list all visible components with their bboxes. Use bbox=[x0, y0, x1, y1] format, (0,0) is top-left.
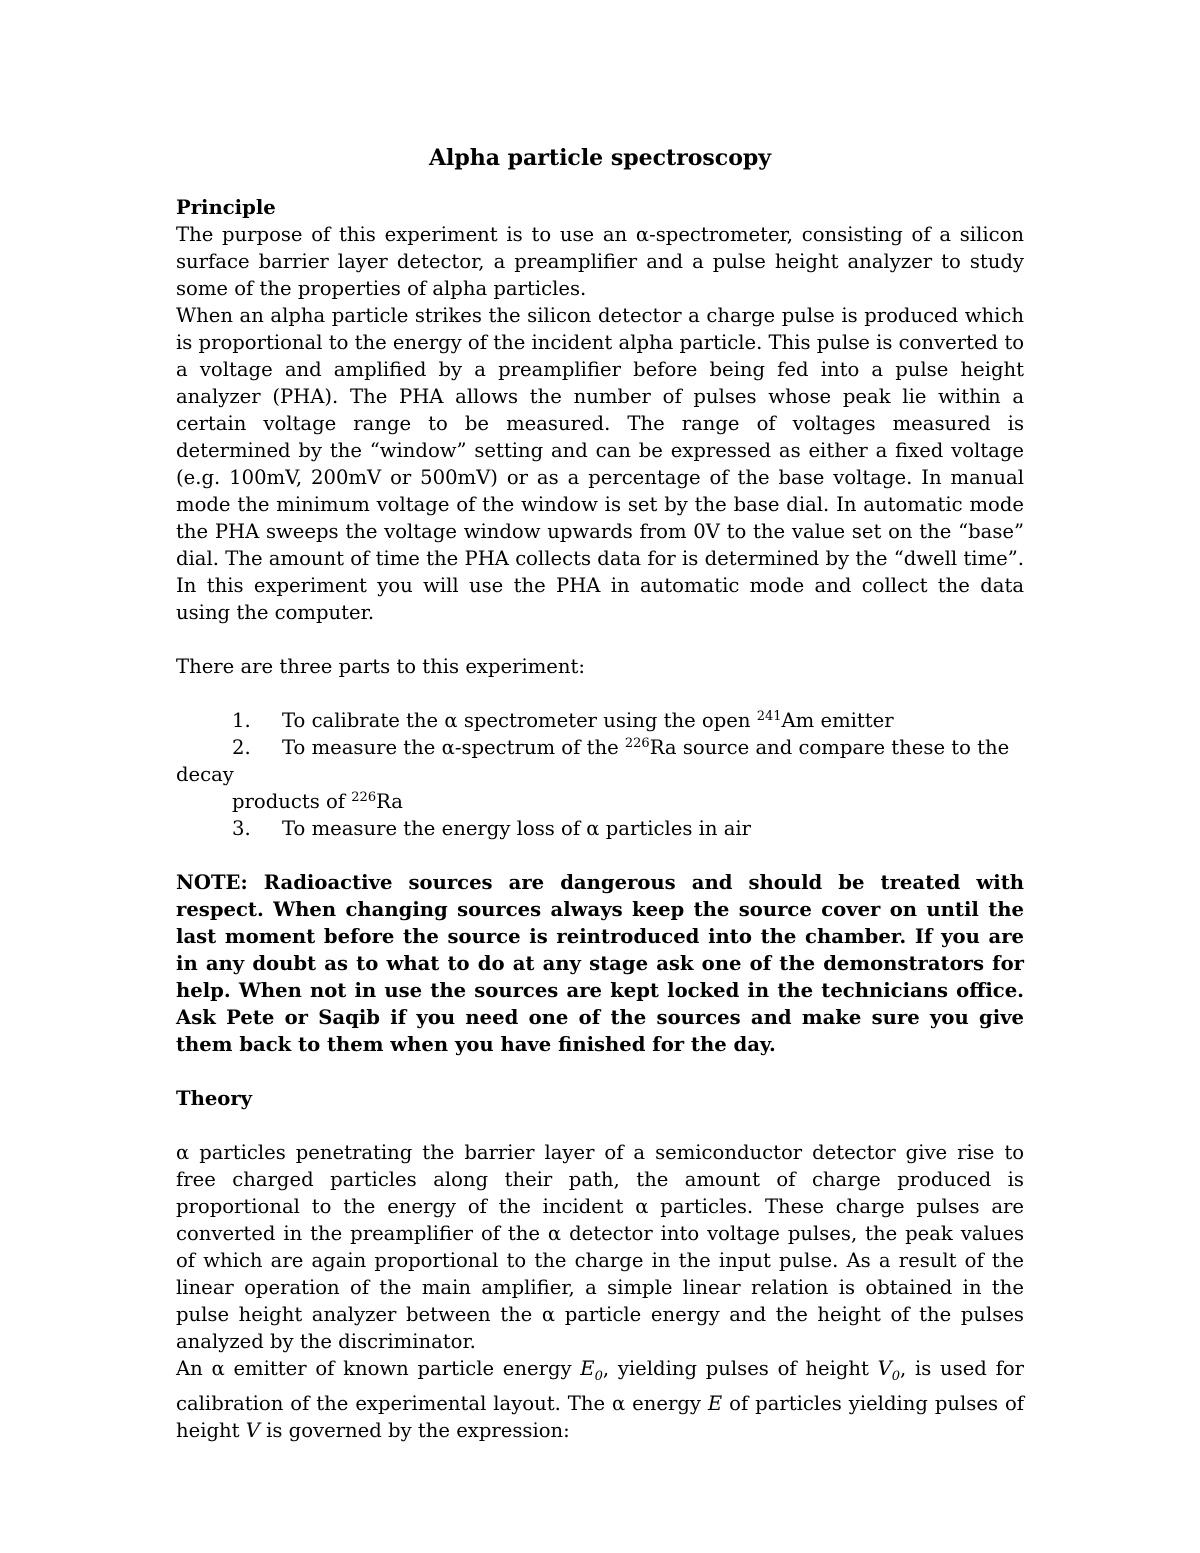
page-title: Alpha particle spectroscopy bbox=[428, 145, 772, 171]
text-run: , is used for calibration of the experimental layout. The α energy bbox=[176, 1357, 1024, 1415]
list-item-text: products of bbox=[232, 790, 352, 813]
list-item-text: To measure the energy loss of α particles in air bbox=[282, 817, 752, 840]
document-page bbox=[176, 140, 1024, 1444]
symbol-V: V bbox=[877, 1357, 892, 1380]
list-item bbox=[176, 734, 1024, 815]
isotope-mass-number: 226 bbox=[351, 790, 377, 805]
text-run: , yielding pulses of height bbox=[602, 1357, 878, 1380]
principle-heading: Principle bbox=[176, 196, 276, 219]
symbol-E: E bbox=[580, 1357, 595, 1380]
symbol-E: E bbox=[707, 1391, 723, 1415]
list-item-text-end: Ra bbox=[376, 790, 403, 813]
isotope-mass-number: 241 bbox=[756, 709, 782, 724]
list-item bbox=[176, 815, 1024, 842]
subscript: 0 bbox=[891, 1368, 901, 1384]
symbol-V: V bbox=[245, 1418, 260, 1442]
principle-paragraph-1: The purpose of this experiment is to use an α-spectrometer, consisting of a silicon surface barrier layer detector, a preamplifier and a pulse height analyzer to study some of the properties of alpha particles. bbox=[176, 223, 1024, 300]
list-number: 2. bbox=[232, 736, 251, 759]
list-number: 3. bbox=[232, 817, 251, 840]
list-item-text-mid: Ra source and compare these to the decay bbox=[176, 736, 1010, 786]
principle-paragraph-2: When an alpha particle strikes the silicon detector a charge pulse is produced which is proportional to the energy of the incident alpha particle. This pulse is converted to a voltage and amplified by a preamplifier before being fed into a pulse height analyzer (PHA). The PHA allows the number of pulses whose peak lie within a certain voltage range to be measured. The range of voltages measured is determined by the “window” setting and can be expressed as either a fixed voltage (e.g. 100mV, 200mV or 500mV) or as a percentage of the base voltage. In manual mode the minimum voltage of the window is set by the base dial. In automatic mode the PHA sweeps the voltage window upwards from 0V to the value set on the “base” dial. The amount of time the PHA collects data for is determined by the “dwell time”. In this experiment you will use the PHA in automatic mode and collect the data using the computer. bbox=[176, 304, 1024, 624]
parts-list bbox=[176, 707, 1024, 842]
list-item-continuation bbox=[176, 788, 1024, 815]
parts-intro: There are three parts to this experiment: bbox=[176, 655, 586, 678]
text-run: is governed by the expression: bbox=[259, 1418, 570, 1442]
subscript: 0 bbox=[594, 1368, 603, 1384]
theory-paragraph-2 bbox=[176, 1355, 1024, 1444]
safety-note: NOTE: Radioactive sources are dangerous and should be treated with respect. When changing sources always keep the source cover on until the last moment before the source is reintroduced into the chamber. If you are in any doubt as to what to do at any stage ask one of the demonstrators for help. When not in use the sources are kept locked in the technicians office. Ask Pete or Saqib if you need one of the sources and make sure you give them back to them when you have finished for the day. bbox=[176, 871, 1024, 1056]
text-run: An α emitter of known particle energy bbox=[176, 1357, 581, 1380]
text-run: of particles yielding pulses of height bbox=[176, 1391, 1024, 1442]
theory-paragraph-1: α particles penetrating the barrier layer of a semiconductor detector give rise to free charged particles along their path, the amount of charge produced is proportional to the energy of the incident α particles. These charge pulses are converted in the preamplifier of the α detector into voltage pulses, the peak values of which are again proportional to the charge in the input pulse. As a result of the linear operation of the main amplifier, a simple linear relation is obtained in the pulse height analyzer between the α particle energy and the height of the pulses analyzed by the discriminator. bbox=[176, 1141, 1024, 1353]
isotope-mass-number: 226 bbox=[624, 736, 650, 751]
list-item bbox=[176, 707, 1024, 734]
list-item-text: To calibrate the α spectrometer using the open bbox=[282, 709, 757, 732]
list-item-text: To measure the α-spectrum of the bbox=[282, 736, 625, 759]
list-item-text-end: Am emitter bbox=[781, 709, 894, 732]
list-number: 1. bbox=[232, 709, 251, 732]
theory-heading: Theory bbox=[176, 1087, 253, 1110]
